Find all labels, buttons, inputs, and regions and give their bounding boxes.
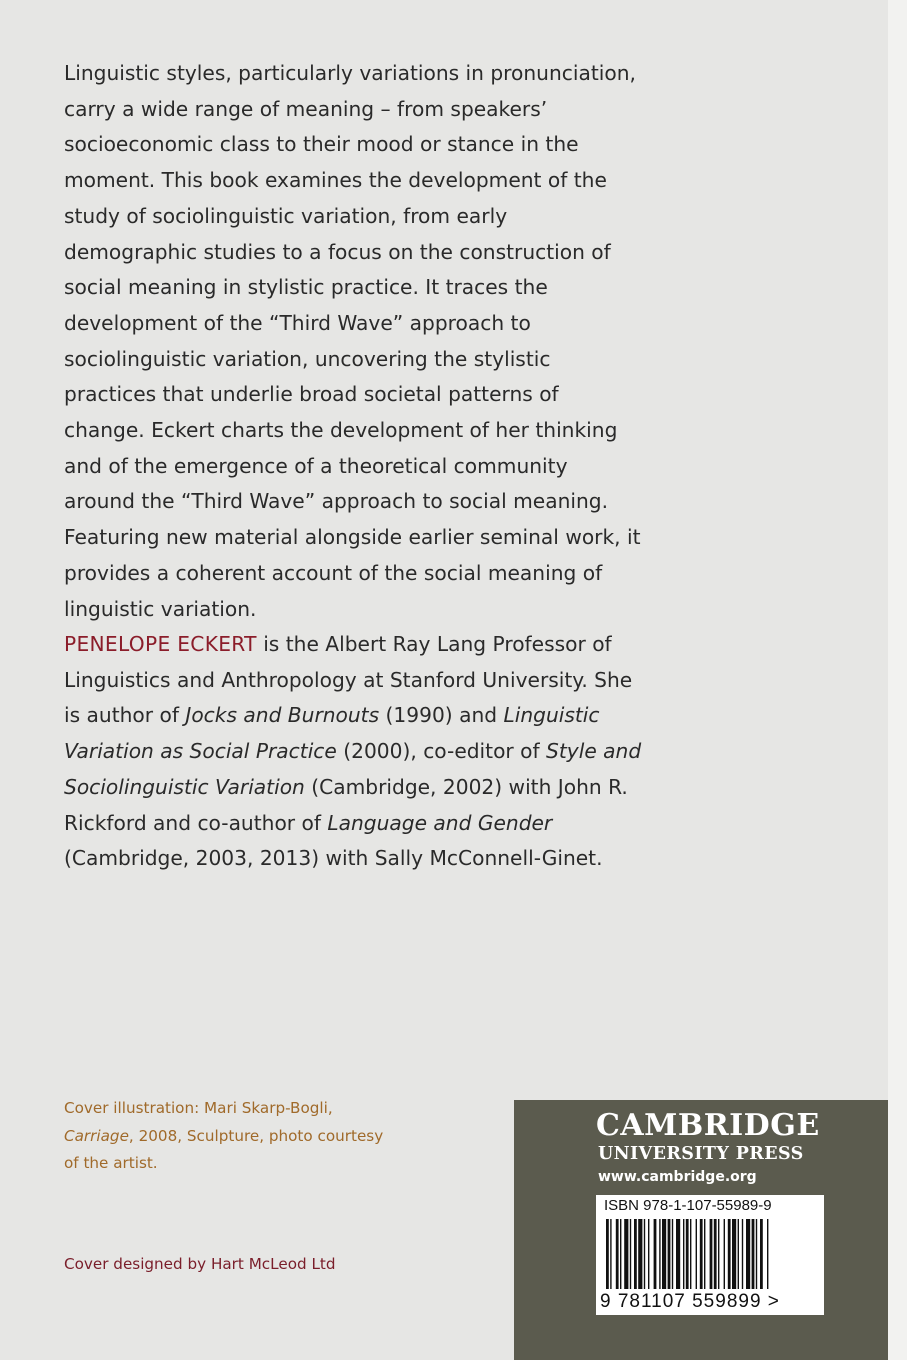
book-title-4: Language and Gender: [327, 810, 553, 835]
barcode-stripe: [728, 1219, 731, 1289]
barcode-stripe: [634, 1219, 637, 1289]
barcode-stripe: [624, 1219, 628, 1289]
barcode-stripe: [630, 1219, 631, 1289]
barcode-stripe: [690, 1219, 691, 1289]
barcode-stripe: [638, 1219, 642, 1289]
barcode-stripe: [654, 1219, 657, 1289]
barcode-stripe: [760, 1219, 763, 1289]
barcode-stripe: [714, 1219, 717, 1289]
bio-text-5: (Cambridge, 2003, 2013) with Sally McConnell-Ginet.: [64, 846, 603, 871]
barcode-stripe: [767, 1219, 768, 1289]
barcode-stripe: [610, 1219, 611, 1289]
barcode-stripe: [738, 1219, 739, 1289]
barcode-stripe: [616, 1219, 619, 1289]
bio-text-4: (Cambridge, 2002) with John R. Rickford and co-author of: [64, 774, 628, 835]
illustration-credit: [64, 1095, 394, 1178]
barcode-stripe: [683, 1219, 684, 1289]
book-title-2: Linguistic Variation as Social Practice: [64, 703, 600, 764]
barcode-stripe: [676, 1219, 680, 1289]
book-title-1: Jocks and Burnouts: [185, 703, 380, 728]
illustration-credit-line1: Cover illustration: Mari Skarp-Bogli,: [64, 1099, 333, 1117]
barcode-stripe: [644, 1219, 645, 1289]
illustration-title: Carriage: [64, 1126, 129, 1145]
barcode-stripe: [668, 1219, 671, 1289]
barcode-digits: 9 781107 559899 >: [600, 1291, 780, 1312]
barcode-stripe: [648, 1219, 649, 1289]
barcode-stripe: [659, 1219, 660, 1289]
barcode-stripe: [724, 1219, 725, 1289]
designer-credit: Cover designed by Hart McLeod Ltd: [64, 1255, 336, 1273]
barcode-stripe: [662, 1219, 666, 1289]
publisher-url: www.cambridge.org: [598, 1169, 757, 1185]
barcode-stripe: [710, 1219, 713, 1289]
barcode-stripe: [686, 1219, 689, 1289]
barcode-stripe: [696, 1219, 697, 1289]
bio-text-1: is the Albert Ray Lang Professor of Linguistics and Anthropology at Stanford University. She is author of: [64, 632, 633, 728]
publisher-logo-name: CAMBRIDGE: [596, 1108, 820, 1143]
barcode-stripe: [752, 1219, 755, 1289]
barcode: [596, 1195, 824, 1315]
book-description: Linguistic styles, particularly variations in pronunciation, carry a wide range of meaning – from speakers’ socioeconomic class to their mood or stance in the moment. This book examines the development of the study of sociolinguistic variation, from early demographic studies to a focus on the construction of social meaning in stylistic practice. It traces the development of the “Third Wave” approach to sociolinguistic variation, uncovering the stylistic practices that underlie broad societal patterns of change. Eckert charts the development of her thinking and of the emergence of a theoretical community around the “Third Wave” approach to social meaning. Featuring new material alongside earlier seminal work, it provides a coherent account of the social meaning of linguistic variation.: [64, 61, 641, 621]
page-edge: [888, 0, 907, 1360]
barcode-stripe: [732, 1219, 736, 1289]
publisher-logo-subtitle: UNIVERSITY PRESS: [598, 1144, 804, 1164]
author-name: PENELOPE ECKERT: [64, 632, 257, 656]
illustration-credit-rest: , 2008, Sculpture, photo courtesy of the artist.: [64, 1126, 384, 1172]
barcode-stripe: [704, 1219, 705, 1289]
barcode-stripe: [742, 1219, 743, 1289]
author-bio: [64, 627, 644, 877]
bio-text-2: (1990) and: [379, 703, 504, 728]
publisher-panel: [514, 1100, 888, 1360]
book-title-3: Style and Sociolinguistic Variation: [64, 739, 642, 799]
barcode-stripe: [756, 1219, 757, 1289]
bio-text-3: (2000), co-editor of: [336, 739, 547, 764]
barcode-stripe: [718, 1219, 719, 1289]
barcode-stripe: [620, 1219, 621, 1289]
barcode-stripe: [700, 1219, 703, 1289]
barcode-stripe: [746, 1219, 750, 1289]
barcode-stripe: [672, 1219, 673, 1289]
barcode-stripe: [606, 1219, 609, 1289]
barcode-bars: [600, 1219, 820, 1291]
isbn-text: ISBN 978-1-107-55989-9: [604, 1197, 772, 1214]
